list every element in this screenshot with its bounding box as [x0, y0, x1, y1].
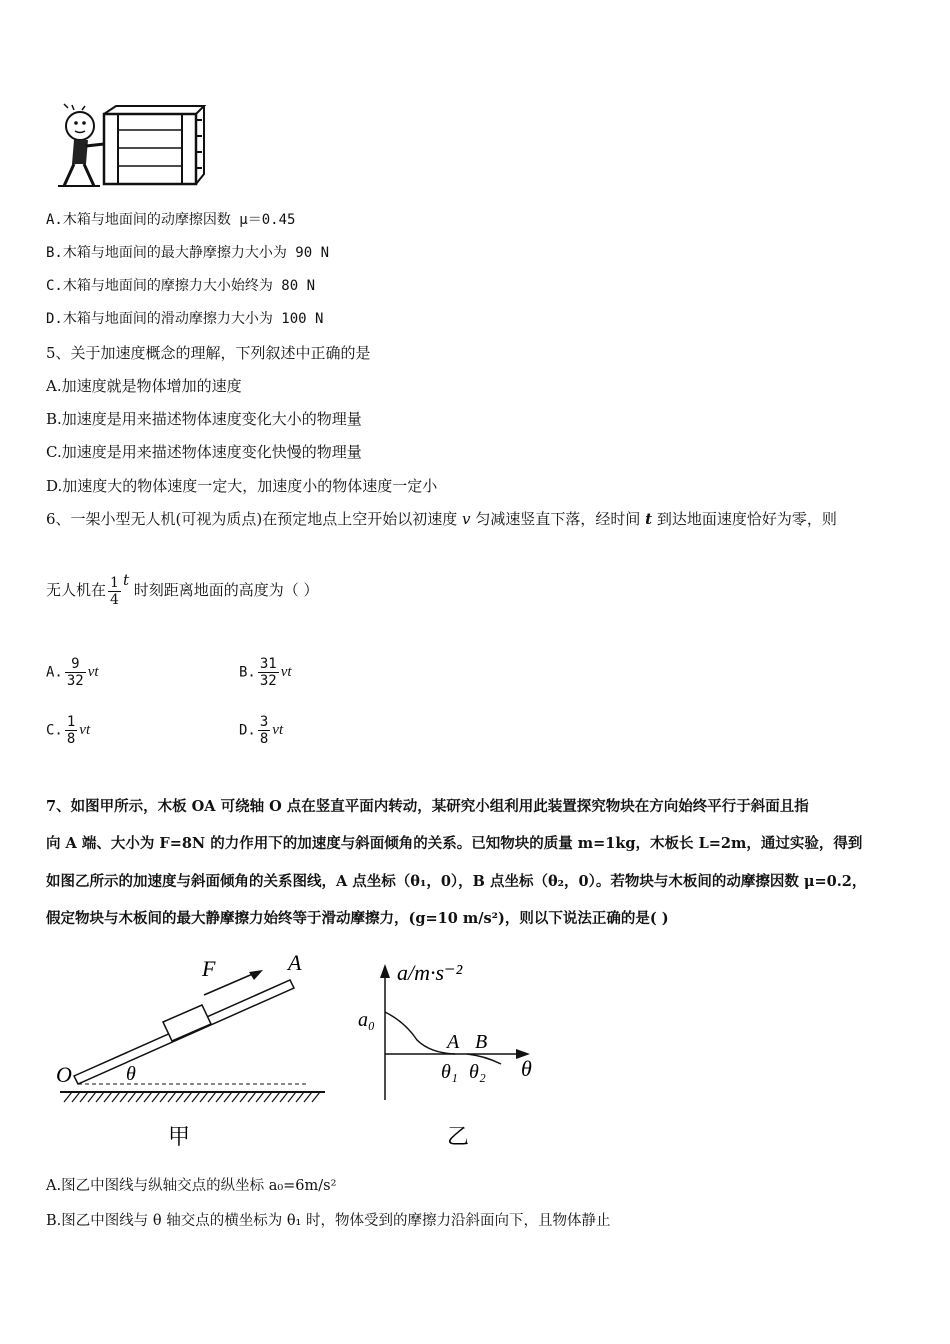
- caption-yi: 乙: [447, 1124, 470, 1149]
- force-arrowhead: [249, 970, 263, 980]
- q7-stem-line1: 7、如图甲所示，木板 OA 可绕轴 O 点在竖直平面内转动，某研究小组利用此装置探究物块在方向始终平行于斜面且指: [46, 798, 809, 815]
- caption-jia: 甲: [168, 1124, 191, 1149]
- curve-a-theta: [385, 1012, 455, 1054]
- q4-option-b[interactable]: B.木箱与地面间的最大静摩擦力大小为 90 N: [46, 245, 329, 261]
- y-axis-arrowhead: [380, 964, 390, 978]
- q6-var-v: v: [462, 510, 471, 528]
- label-f: F: [202, 956, 216, 981]
- q5-option-a[interactable]: A.加速度就是物体增加的速度: [46, 377, 242, 395]
- label-point-a: A: [447, 1031, 460, 1053]
- q6-stem-part5: 时刻距离地面的高度为（ ）: [133, 581, 319, 599]
- q7-stem-line4: 假定物块与木板间的最大静摩擦力始终等于滑动摩擦力，(g=10 m/s²)，则以下说法正确的是( ): [46, 910, 669, 927]
- q6-stem-line2: [46, 572, 319, 608]
- q7-stem-line2: 向 A 端、大小为 F=8N 的力作用下的加速度与斜面倾角的关系。已知物块的质量 m=1kg，木板长 L=2m，通过实验，得到: [46, 835, 863, 852]
- label-a: A: [288, 950, 302, 975]
- axis-y-label: a/m·s⁻²: [397, 960, 463, 985]
- q6-option-c[interactable]: C. $\frac{1}{8}$ vt: [46, 714, 91, 747]
- q5-stem: 5、关于加速度概念的理解，下列叙述中正确的是: [46, 344, 371, 362]
- figure-jia-incline: [50, 950, 340, 1155]
- q6-option-d[interactable]: D. $\frac{3}{8}$ vt: [239, 714, 284, 747]
- q6-option-a[interactable]: A. $\frac{9}{32}$ vt: [46, 656, 99, 689]
- q6-stem-part3: 到达地面速度恰好为零，则: [656, 510, 837, 528]
- q5-option-c[interactable]: C.加速度是用来描述物体速度变化快慢的物理量: [46, 443, 362, 461]
- q4-option-d[interactable]: D.木箱与地面间的滑动摩擦力大小为 100 N: [46, 311, 324, 327]
- q5-option-d[interactable]: D.加速度大的物体速度一定大，加速度小的物体速度一定小: [46, 477, 438, 495]
- q6-stem-part2: 匀减速竖直下落，经时间: [475, 510, 641, 528]
- label-theta: θ: [126, 1063, 136, 1085]
- q6-stem-part4: 无人机在: [46, 581, 107, 599]
- q5-option-b[interactable]: B.加速度是用来描述物体速度变化大小的物理量: [46, 410, 362, 428]
- q6-time-var: t: [122, 571, 129, 589]
- q7-stem-line3: 如图乙所示的加速度与斜面倾角的关系图线，A 点坐标（θ₁，0），B 点坐标（θ₂，0）。若物块与木板间的动摩擦因数 μ=0.2，: [46, 873, 867, 890]
- q6-var-t: t: [645, 510, 653, 528]
- q6-option-b[interactable]: B. $\frac{31}{32}$ vt: [239, 656, 292, 689]
- ground-hatching: [64, 1092, 320, 1102]
- axis-x-label: θ: [521, 1056, 532, 1081]
- q7-option-a[interactable]: A.图乙中图线与纵轴交点的纵坐标 a₀=6m/s²: [46, 1178, 337, 1194]
- q6-stem-part1: 6、一架小型无人机(可视为质点)在预定地点上空开始以初速度: [46, 510, 458, 528]
- q6-stem-line1: [46, 509, 837, 529]
- q7-option-b[interactable]: B.图乙中图线与 θ 轴交点的横坐标为 θ₁ 时，物体受到的摩擦力沿斜面向下，且物体静止: [46, 1213, 611, 1229]
- label-theta1: θ₁: [441, 1061, 458, 1083]
- label-theta2: θ₂: [469, 1061, 486, 1083]
- label-o: O: [56, 1062, 72, 1087]
- label-a0: a₀: [358, 1009, 375, 1031]
- q6-time-fraction: $\frac{1}{4}$: [110, 574, 119, 608]
- label-point-b: B: [475, 1031, 488, 1053]
- q4-option-a[interactable]: A.木箱与地面间的动摩擦因数 μ＝0.45: [46, 212, 296, 228]
- q4-option-c[interactable]: C.木箱与地面间的摩擦力大小始终为 80 N: [46, 278, 316, 294]
- figure-yi-graph: [355, 950, 555, 1155]
- person-pushing-crate-illustration: [52, 100, 212, 192]
